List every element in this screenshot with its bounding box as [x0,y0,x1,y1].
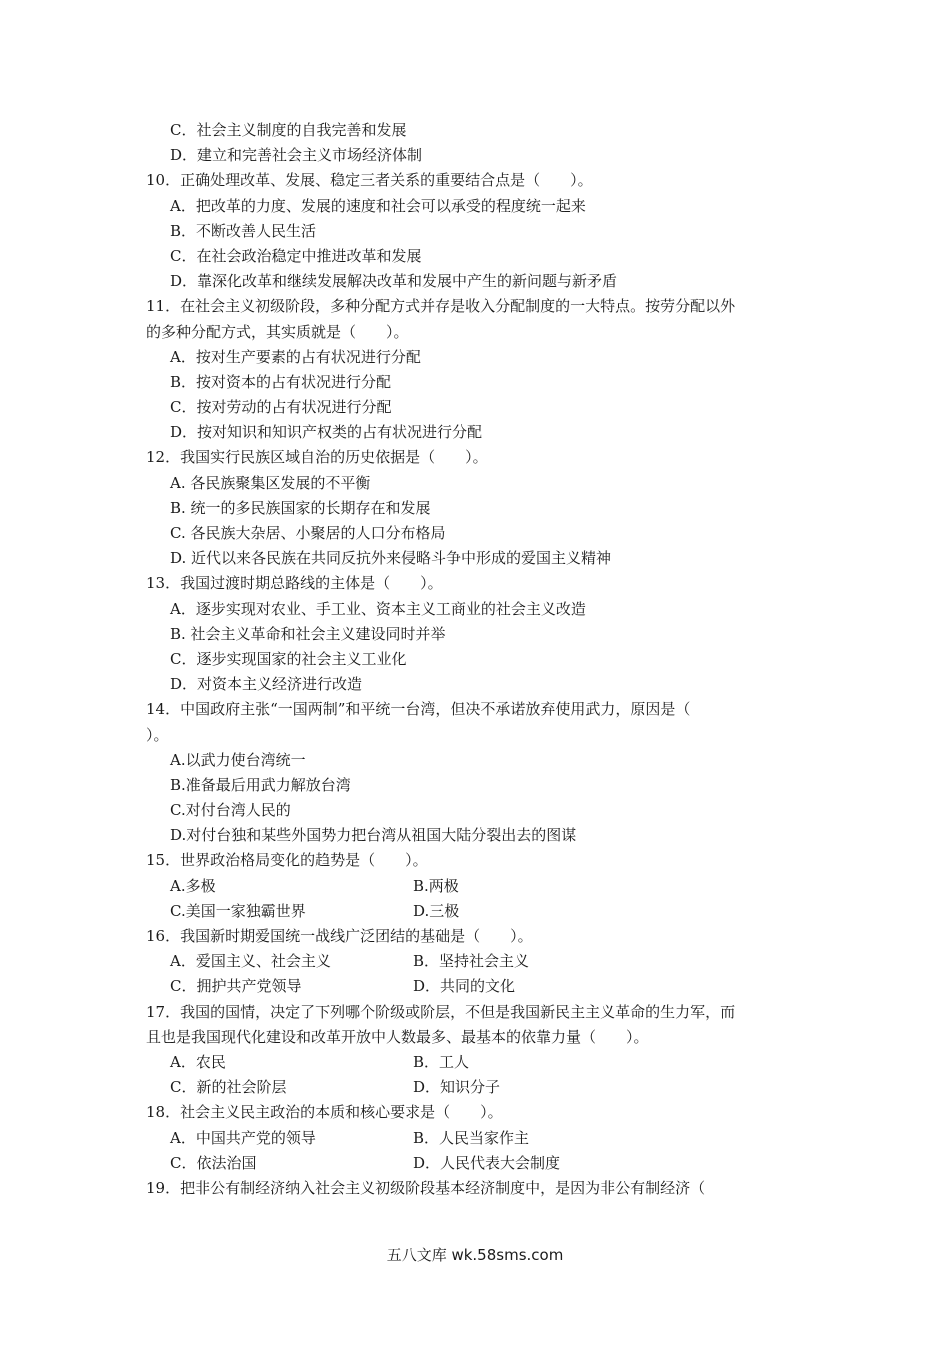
option-text: A.以武力使台湾统一 [170,750,306,769]
option-row [146,949,806,974]
option-text: D．建立和完善社会主义市场经济体制 [170,146,423,165]
option-text: A．按对生产要素的占有状况进行分配 [170,347,421,366]
option-row [146,874,806,899]
question-text: 19．把非公有制经济纳入社会主义初级阶段基本经济制度中，是因为非公有制经济（ [146,1178,706,1197]
option-text: A.多极 [170,876,216,895]
option-text: D．对资本主义经济进行改造 [170,675,363,694]
question-text: 15．世界政治格局变化的趋势是（ ）。 [146,851,428,870]
option-text: D. 近代以来各民族在共同反抗外来侵略斗争中形成的爱国主义精神 [170,549,612,568]
question-text: 12．我国实行民族区域自治的历史依据是（ ）。 [146,448,488,467]
option-text: C．按对劳动的占有状况进行分配 [170,398,392,417]
option-row [146,1050,806,1075]
option-text: B．工人 [413,1052,470,1071]
option-text: B. 社会主义革命和社会主义建设同时并举 [170,624,446,643]
question-text: ）。 [146,725,169,744]
question-text: 11．在社会主义初级阶段，多种分配方式并存是收入分配制度的一大特点。按劳分配以外 [146,297,736,316]
option-text: B.两极 [413,876,459,895]
option-row [146,974,806,999]
option-text: C．逐步实现国家的社会主义工业化 [170,649,407,668]
question-text: 17．我国的国情，决定了下列哪个阶级或阶层，不但是我国新民主主义革命的生力军，而 [146,1002,736,1021]
option-row [146,1151,806,1176]
question-text: 18．社会主义民主政治的本质和核心要求是（ ）。 [146,1103,503,1122]
option-row [146,899,806,924]
option-text: B．人民当家作主 [413,1128,530,1147]
option-text: B．不断改善人民生活 [170,221,317,240]
option-text: A．农民 [170,1052,226,1071]
option-text: C．社会主义制度的自我完善和发展 [170,121,407,139]
option-text: D．靠深化改革和继续发展解决改革和发展中产生的新问题与新矛盾 [170,272,618,291]
option-row [146,1075,806,1100]
option-text: C.对付台湾人民的 [170,801,291,820]
question-text: 16．我国新时期爱国统一战线广泛团结的基础是（ ）。 [146,927,533,945]
option-text: B．坚持社会主义 [413,952,530,971]
option-text: C. 各民族大杂居、小聚居的人口分布格局 [170,524,446,542]
question-text: 的多种分配方式，其实质就是（ ）。 [146,322,409,341]
option-text: B.准备最后用武力解放台湾 [170,775,351,794]
question-text: 10．正确处理改革、发展、稳定三者关系的重要结合点是（ ）。 [146,171,593,190]
question-text: 13．我国过渡时期总路线的主体是（ ）。 [146,574,443,593]
option-text: D．按对知识和知识产权类的占有状况进行分配 [170,423,483,442]
option-text: D．人民代表大会制度 [413,1153,561,1172]
option-text: B. 统一的多民族国家的长期存在和发展 [170,498,431,517]
option-text: C.美国一家独霸世界 [170,901,306,920]
page-footer: 五八文库 wk.58sms.com [386,1246,564,1264]
document-body [146,118,806,1201]
option-text: A．逐步实现对农业、手工业、资本主义工商业的社会主义改造 [170,599,586,618]
option-text: C．新的社会阶层 [170,1078,287,1097]
question-text: 且也是我国现代化建设和改革开放中人数最多、最基本的依靠力量（ ）。 [146,1027,649,1046]
option-text: C．依法治国 [170,1153,257,1172]
option-text: D.对付台独和某些外国势力把台湾从祖国大陆分裂出去的图谋 [170,826,577,845]
option-text: A．把改革的力度、发展的速度和社会可以承受的程度统一起来 [170,196,586,215]
option-row [146,1126,806,1151]
option-text: B．按对资本的占有状况进行分配 [170,372,392,391]
option-text: A．爱国主义、社会主义 [170,952,331,971]
option-text: D．知识分子 [413,1078,501,1097]
question-text: 14．中国政府主张“一国两制”和平统一台湾，但决不承诺放弃使用武力，原因是（ [146,700,691,719]
option-text: D．共同的文化 [413,977,516,996]
option-text: A. 各民族聚集区发展的不平衡 [170,473,371,492]
option-text: A．中国共产党的领导 [170,1128,316,1147]
option-text: C．拥护共产党领导 [170,977,302,996]
option-text: D.三极 [413,901,460,920]
option-text: C．在社会政治稳定中推进改革和发展 [170,246,422,265]
